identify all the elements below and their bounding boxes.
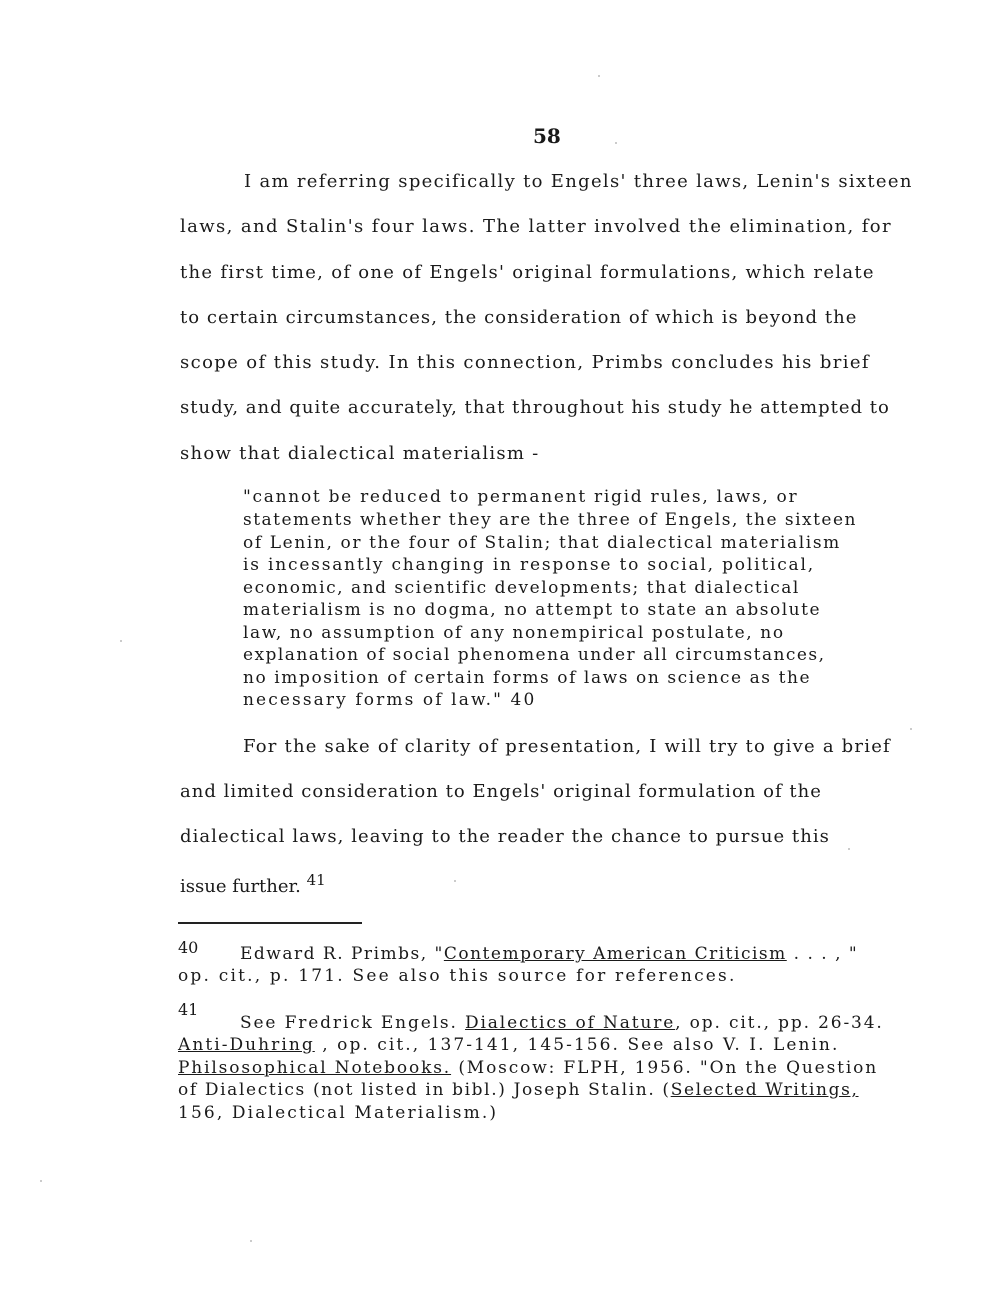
footnote-title: Selected Writings, [670,1080,859,1100]
scan-speck [615,142,617,144]
body-line: For the sake of clarity of presentation, I will try to give a brief [243,736,891,757]
quote-line: necessary forms of law." 40 [243,690,537,710]
body-line: dialectical laws, leaving to the reader the chance to pursue this [180,826,830,847]
body-line: to certain circumstances, the consideration of which is beyond the [180,307,858,328]
quote-line: statements whether they are the three of Engels, the sixteen [243,510,857,530]
footnote-line [178,1080,859,1100]
quote-line: materialism is no dogma, no attempt to state an absolute [243,600,822,620]
footnote-ref-41: 41 [306,871,326,889]
footnote-text: , op. cit., pp. 26-34. [675,1013,884,1033]
scan-speck [910,728,912,730]
footnote-number: 41 [178,1000,199,1019]
footnote-text: , op. cit., 137-141, 145-156. See also V. I. Lenin. [314,1035,840,1055]
footnote-line [178,1035,839,1055]
body-line: and limited consideration to Engels' original formulation of the [180,781,822,802]
quote-line: "cannot be reduced to permanent rigid rules, laws, or [243,487,799,507]
footnote-text: Edward R. Primbs, " [240,944,444,964]
scan-speck [454,880,456,882]
page-number: 58 [533,124,561,148]
footnote-text: (Moscow: FLPH, 1956. "On the Question [451,1058,879,1078]
footnote-text: See Fredrick Engels. [240,1013,466,1033]
body-line: laws, and Stalin's four laws. The latter involved the elimination, for [180,216,893,237]
body-line: I am referring specifically to Engels' three laws, Lenin's sixteen [244,171,913,192]
footnote-separator [178,922,362,924]
footnote-title: Dialectics of Nature [465,1013,676,1033]
scan-speck [250,1240,252,1242]
body-line: show that dialectical materialism - [180,443,540,464]
footnote-text: of Dialectics (not listed in bibl.) Joseph Stalin. ( [178,1080,671,1100]
footnote-text: . . . , " [786,944,859,964]
scan-speck [120,640,122,642]
quote-line: law, no assumption of any nonempirical postulate, no [243,623,785,643]
footnote-line: 156, Dialectical Materialism.) [178,1103,499,1123]
quote-line: explanation of social phenomena under all circumstances, [243,645,826,665]
footnote-title: Anti-Duhring [178,1035,315,1055]
footnote-number: 40 [178,938,199,957]
footnote-title: Philsosophical Notebooks. [178,1058,452,1078]
scan-speck [848,848,850,850]
scan-speck [40,1180,42,1182]
footnote-title: Contemporary American Criticism [443,944,787,964]
quote-line: economic, and scientific developments; that dialectical [243,578,800,598]
body-line: scope of this study. In this connection, Primbs concludes his brief [180,352,870,373]
quote-line: of Lenin, or the four of Stalin; that dialectical materialism [243,533,841,553]
scan-speck [598,75,600,77]
quote-line: no imposition of certain forms of laws on science as the [243,668,812,688]
footnote-line: op. cit., p. 171. See also this source for references. [178,966,737,986]
footnote-line [178,1058,878,1078]
body-line [180,869,326,898]
footnote-line [240,1013,884,1033]
body-line: the first time, of one of Engels' original formulations, which relate [180,262,875,283]
body-line: study, and quite accurately, that throughout his study he attempted to [180,397,890,418]
footnote-line [240,944,858,964]
body-text: issue further. [180,876,301,897]
quote-line: is incessantly changing in response to social, political, [243,555,815,575]
